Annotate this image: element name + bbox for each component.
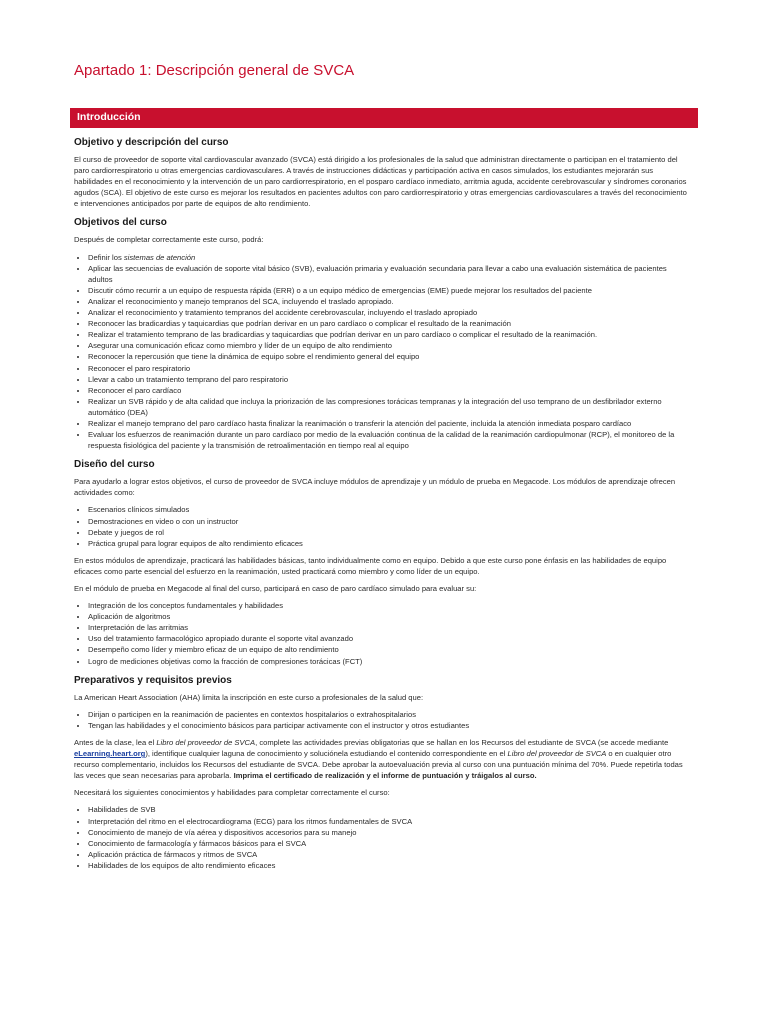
list-item: • Realizar un SVB rápido y de alta calidad que incluya la priorización de las compresiones torácicas tempranas y la integración del uso temprano de un desfibrilador externo automático (DEA) [88,396,690,418]
paragraph-preparativos-2: Necesitará los siguientes conocimientos y habilidades para completar correctamente el curso: [74,788,390,798]
list-item: • Uso del tratamiento farmacológico apropiado durante el soporte vital avanzado [88,633,690,644]
paragraph-preparativos-intro: La American Heart Association (AHA) limita la inscripción en este curso a profesionales de la salud que: [74,692,424,702]
list-item: • Conocimiento de manejo de vía aérea y dispositivos accesorios para su manejo [88,827,690,838]
paragraph-preparativos-antes: Antes de la clase, lea el Libro del proveedor de SVCA, complete las actividades previas obligatorias que se hallan en los Recursos del estudiante de SVCA (se accede mediante eLearning.heart.org), identifique cualquier laguna de conocimiento y soluciónela estudiando el contenido correspondiente en el Libro del proveedor de SVCA o en cualquier otro recurso complementario, incluidos los Recursos del estudiante de SVCA. Debe aprobar la autoevaluación previa al curso con una puntuación mínima del 70%. Puede repetirla todas las veces que sean necesarias para aprobarla. Imprima el certificado de realización y el informe de puntuación y tráigalos al curso. [74,737,683,781]
list-item: • Interpretación de las arritmias [88,622,690,633]
heading-objetivo: Objetivo y descripción del curso [74,137,229,148]
list-item: • Reconocer la repercusión que tiene la dinámica de equipo sobre el rendimiento general del equipo [88,351,690,362]
list-diseno-actividades [74,504,690,548]
paragraph-diseno-intro: Para ayudarlo a lograr estos objetivos, el curso de proveedor de SVCA incluye módulos de aprendizaje y un módulo de prueba en Megacode. Los módulos de aprendizaje ofrecen actividades como: [74,477,676,498]
paragraph-diseno-3: En el módulo de prueba en Megacode al final del curso, participará en caso de paro cardíaco simulado para evaluar su: [74,584,477,593]
list-item: • Analizar el reconocimiento y tratamiento tempranos del accidente cerebrovascular, incluyendo el traslado apropiado [88,307,690,318]
list-item: • Logro de mediciones objetivas como la fracción de compresiones torácicas (FCT) [88,656,690,667]
list-item: • Debate y juegos de rol [88,527,690,538]
list-item: • Evaluar los esfuerzos de reanimación durante un paro cardíaco por medio de la evaluación continua de la calidad de la reanimación cardiopulmonar (RCP), el monitoreo de la respuesta fisiológica del paciente y la transmisión de retroalimentación en tiempo real al equipo [88,429,690,451]
list-item: • Demostraciones en video o con un instructor [88,516,690,527]
section-banner: Introducción [70,108,698,128]
list-item: • Habilidades de SVB [88,804,690,815]
heading-diseno: Diseño del curso [74,459,155,471]
list-item: • Conocimiento de farmacología y fármacos básicos para el SVCA [88,838,690,849]
list-item: • Integración de los conceptos fundamentales y habilidades [88,600,690,611]
list-item: • Realizar el manejo temprano del paro cardíaco hasta finalizar la reanimación o transferir la atención del paciente, incluida la atención inmediata posparo cardíaco [88,418,690,429]
list-item: • Aplicar las secuencias de evaluación de soporte vital básico (SVB), evaluación primaria y evaluación secundaria para llevar a cabo una evaluación sistemática de pacientes adultos [88,263,690,285]
list-item: • Asegurar una comunicación eficaz como miembro y líder de un equipo de alto rendimiento [88,340,690,351]
paragraph-objetivos-intro: Después de completar correctamente este curso, podrá: [74,235,264,245]
list-diseno-megacode [74,600,690,667]
list-item: • Realizar el tratamiento temprano de las bradicardias y taquicardias que podrían derivar en un paro cardíaco o complicar el resultado de la reanimación. [88,329,690,340]
list-item: • Dirijan o participen en la reanimación de pacientes en contextos hospitalarios o extrahospitalarios [88,709,690,720]
list-item: • Discutir cómo recurrir a un equipo de respuesta rápida (ERR) o a un equipo médico de emergencias (EME) puede mejorar los resultados del paciente [88,285,690,296]
list-preparativos [74,709,690,731]
list-item: • Reconocer el paro cardíaco [88,385,690,396]
list-conocimientos [74,804,690,871]
list-item: • Definir los sistemas de atención [88,252,690,263]
list-item: • Práctica grupal para lograr equipos de alto rendimiento eficaces [88,538,690,549]
list-item: • Llevar a cabo un tratamiento temprano del paro respiratorio [88,374,690,385]
paragraph-diseno-2: En estos módulos de aprendizaje, practicará las habilidades básicas, tanto individualmente como en equipo. Debido a que este curso pone énfasis en las habilidades de equipo eficaces como parte esencial del esfuerzo en la reanimación, usted practicará como miembro y como líder de un equipo. [74,555,667,576]
list-item: • Reconocer las bradicardias y taquicardias que podrían derivar en un paro cardíaco o complicar el resultado de la reanimación [88,318,690,329]
list-item: • Habilidades de los equipos de alto rendimiento eficaces [88,860,690,871]
list-item: • Reconocer el paro respiratorio [88,363,690,374]
list-item: • Escenarios clínicos simulados [88,504,690,515]
elearning-link[interactable]: eLearning.heart.org [74,749,146,759]
list-objetivos [74,252,690,452]
list-item: • Aplicación práctica de fármacos y ritmos de SVCA [88,849,690,860]
paragraph-objetivo: El curso de proveedor de soporte vital cardiovascular avanzado (SVCA) está dirigido a los profesionales de la salud que administran directamente o participan en el tratamiento del paro cardiorrespiratorio u otras emergencias cardiovasculares. A través de instrucciones didácticas y participación activa en casos simulados, los estudiantes mejorarán sus habilidades en el reconocimiento y la intervención de un paro cardiorrespiratorio, en el posparo cardíaco inmediato, arritmia aguda, accidente cerebrovascular y síndromes coronarios agudos (SCA). El objetivo de este curso es mejorar los resultados en pacientes adultos con paro cardiorrespiratorio y otras emergencias cardiovasculares a través del reconocimiento e intervenciones anticipados por parte de equipos de alto rendimiento. [74,155,687,209]
list-item: • Interpretación del ritmo en el electrocardiograma (ECG) para los ritmos fundamentales de SVCA [88,816,690,827]
list-item: • Analizar el reconocimiento y manejo tempranos del SCA, incluyendo el traslado apropiado. [88,296,690,307]
document-content [74,137,690,877]
heading-objetivos: Objetivos del curso [74,217,167,229]
list-item: • Tengan las habilidades y el conocimiento básicos para participar activamente con el instructor y otros estudiantes [88,720,690,731]
page-title: Apartado 1: Descripción general de SVCA [74,62,355,79]
list-item: • Aplicación de algoritmos [88,611,690,622]
heading-preparativos: Preparativos y requisitos previos [74,674,232,686]
list-item: • Desempeño como líder y miembro eficaz de un equipo de alto rendimiento [88,644,690,655]
